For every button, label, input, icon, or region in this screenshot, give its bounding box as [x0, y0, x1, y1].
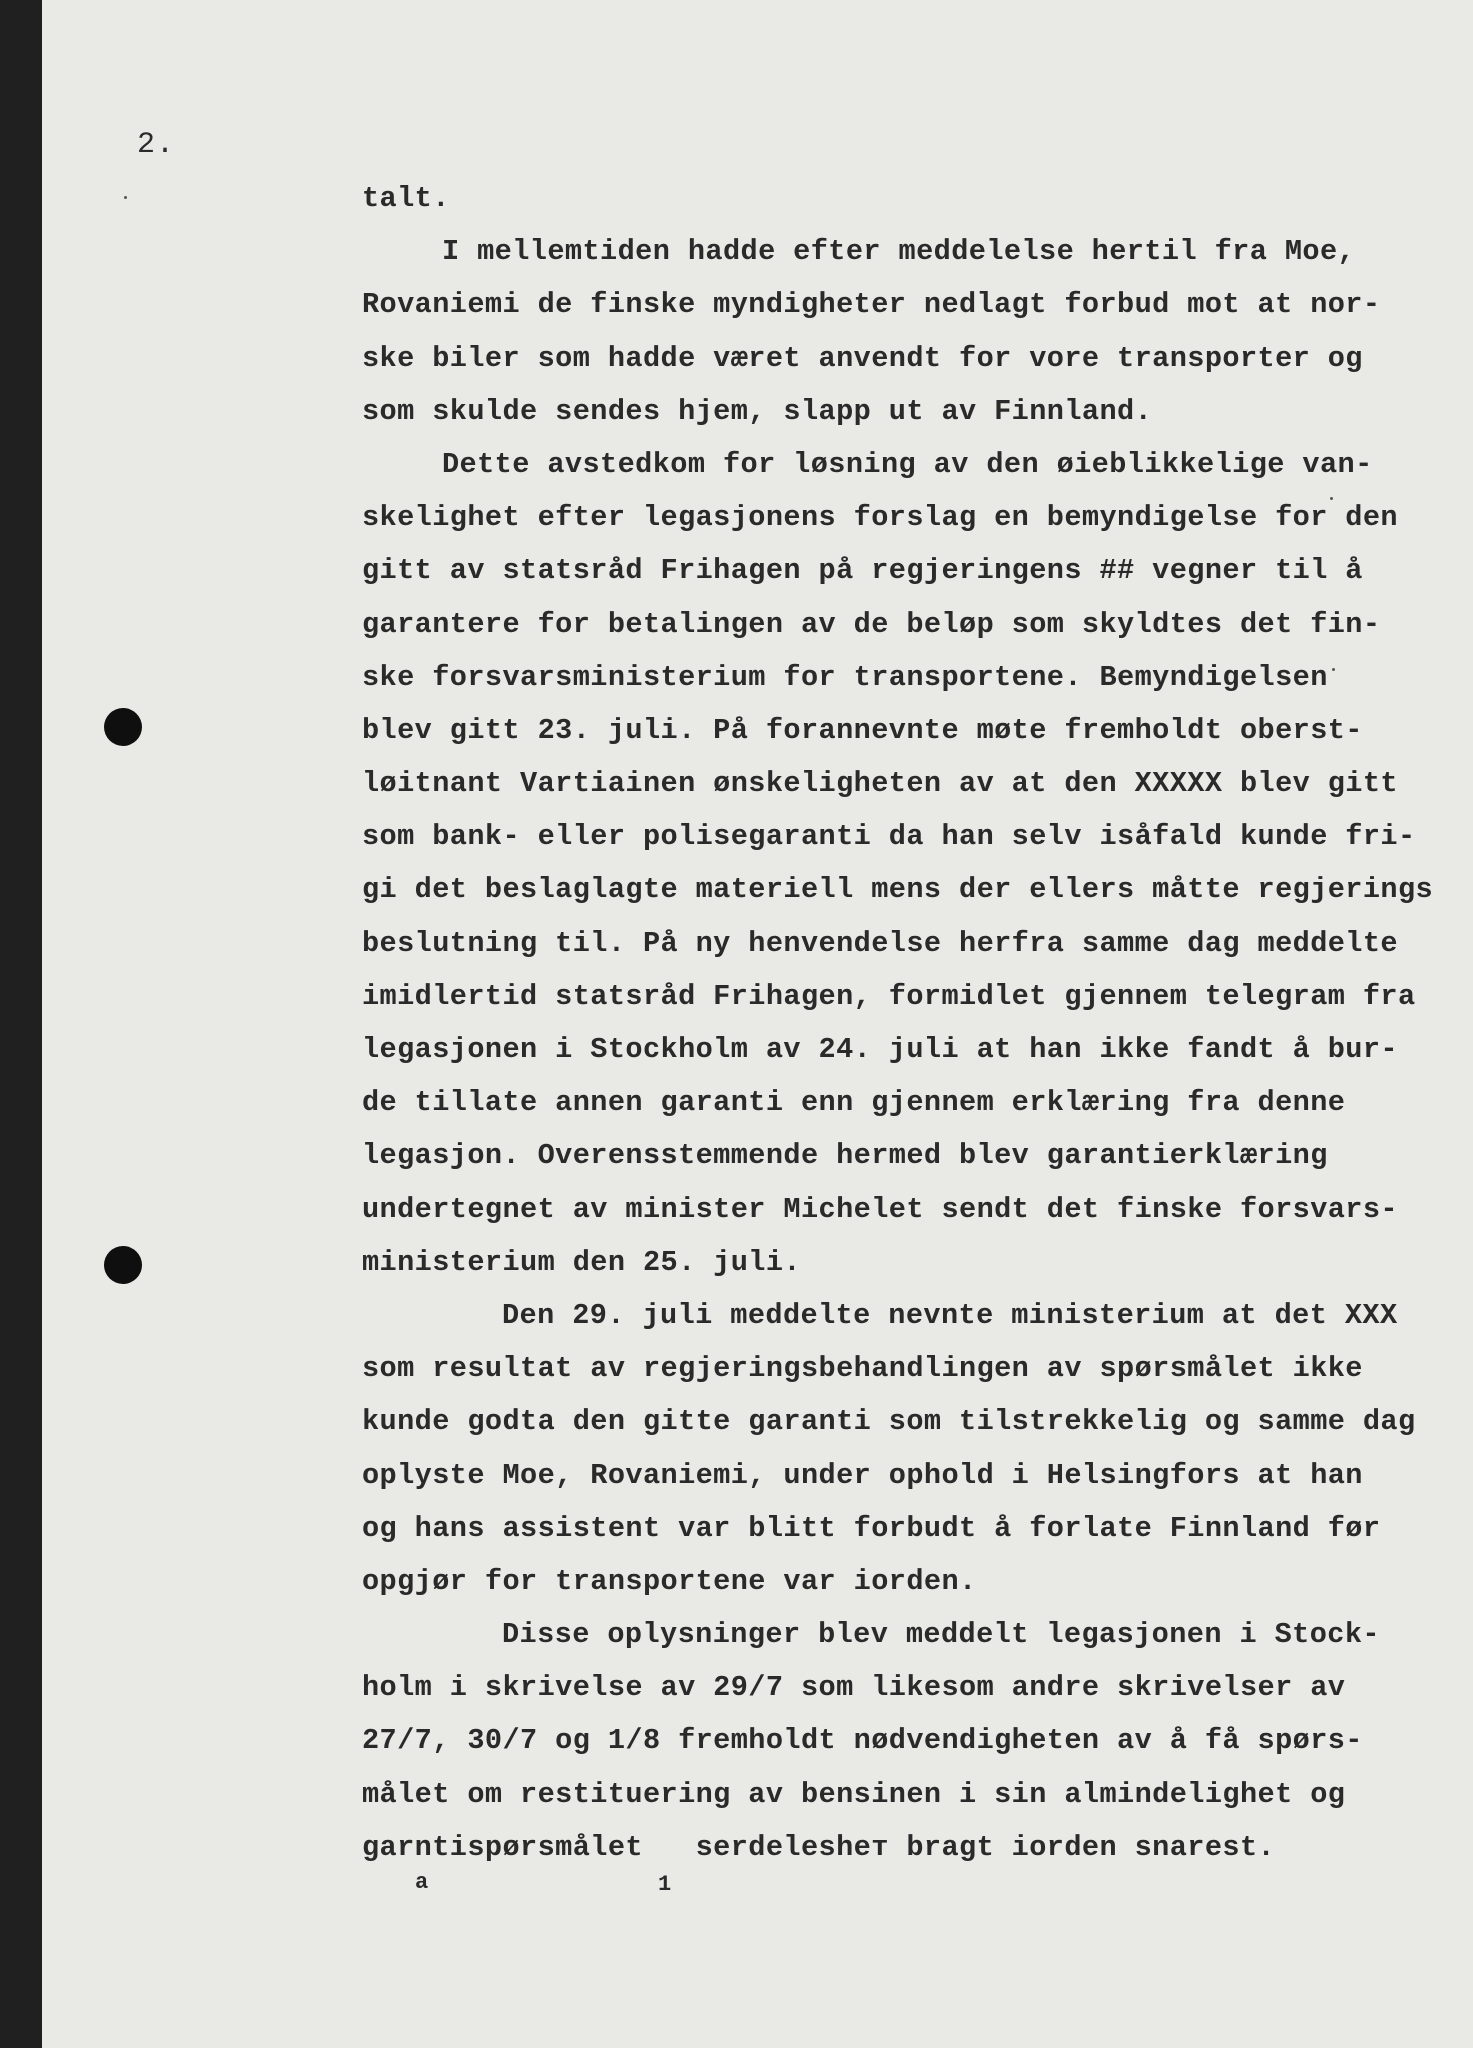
- text-line: talt.: [362, 182, 450, 215]
- text-line: Rovaniemi de finske myndigheter nedlagt forbud mot at nor-: [362, 288, 1381, 322]
- text-line: Disse oplysninger blev meddelt legasjonen i Stock-: [502, 1618, 1380, 1652]
- page-number: 2.: [137, 128, 176, 162]
- text-line: legasjonen i Stockholm av 24. juli at han ikke fandt å bur-: [362, 1033, 1398, 1066]
- text-line: 27/7, 30/7 og 1/8 fremholdt nødvendigheten av å få spørs-: [362, 1724, 1363, 1758]
- text-line: garantere for betalingen av de beløp som skyldtes det fin-: [362, 607, 1381, 641]
- text-line: gi det beslaglagte materiell mens der ellers måtte regjerings: [362, 873, 1434, 907]
- text-line: oplyste Moe, Rovaniemi, under ophold i Helsingfors at han: [362, 1458, 1363, 1492]
- text-line: holm i skrivelse av 29/7 som likesom andre skrivelser av: [362, 1671, 1346, 1705]
- paper-speck: [124, 196, 127, 199]
- text-line: og hans assistent var blitt forbudt å forlate Finnland før: [362, 1511, 1381, 1545]
- text-line: målet om restituering av bensinen i sin almindelighet og: [362, 1777, 1346, 1811]
- text-line: imidlertid statsråd Frihagen, formidlet gjennem telegram fra: [362, 979, 1416, 1013]
- punch-hole-lower: [104, 1246, 142, 1284]
- text-line: garntispørsmålet serdelesheт bragt iorden snarest.: [362, 1830, 1276, 1864]
- text-line: I mellemtiden hadde efter meddelelse hertil fra Moe,: [442, 235, 1356, 269]
- insertion-mark-a: a: [415, 1870, 429, 1895]
- text-line: gitt av statsråd Frihagen på regjeringens ## vegner til å: [362, 554, 1363, 588]
- paper-sheet: [42, 0, 1473, 2048]
- text-line: Dette avstedkom for løsning av den øieblikkelige van-: [442, 447, 1373, 481]
- typed-letter-body: [362, 172, 1434, 1874]
- text-line: opgjør for transportene var iorden.: [362, 1564, 977, 1598]
- text-line: legasjon. Overensstemmende hermed blev garantierklæring: [362, 1139, 1328, 1173]
- punch-hole-upper: [104, 708, 142, 746]
- text-line: som skulde sendes hjem, slapp ut av Finnland.: [362, 394, 1153, 428]
- text-line: kunde godta den gitte garanti som tilstrekkelig og samme dag: [362, 1405, 1416, 1439]
- text-line: de tillate annen garanti enn gjennem erklæring fra denne: [362, 1086, 1346, 1120]
- text-line: ministerium den 25. juli.: [362, 1245, 801, 1279]
- text-line: som bank- eller polisegaranti da han selv isåfald kunde fri-: [362, 820, 1416, 854]
- text-line: blev gitt 23. juli. På forannevnte møte fremholdt oberst-: [362, 713, 1363, 747]
- text-line: undertegnet av minister Michelet sendt det finske forsvars-: [362, 1192, 1398, 1226]
- insertion-mark-1: 1: [658, 1872, 672, 1897]
- text-line: ske forsvarsministerium for transportene. Bemyndigelsen: [362, 660, 1328, 694]
- text-line: Den 29. juli meddelte nevnte ministerium at det XXX: [502, 1298, 1398, 1332]
- text-line: løitnant Vartiainen ønskeligheten av at den XXXXX blev gitt: [362, 767, 1398, 801]
- text-line: beslutning til. På ny henvendelse herfra samme dag meddelte: [362, 926, 1398, 960]
- text-line: ske biler som hadde været anvendt for vore transporter og: [362, 341, 1363, 375]
- text-line: skelighet efter legasjonens forslag en bemyndigelse for den: [362, 501, 1398, 535]
- text-line: som resultat av regjeringsbehandlingen av spørsmålet ikke: [362, 1352, 1363, 1386]
